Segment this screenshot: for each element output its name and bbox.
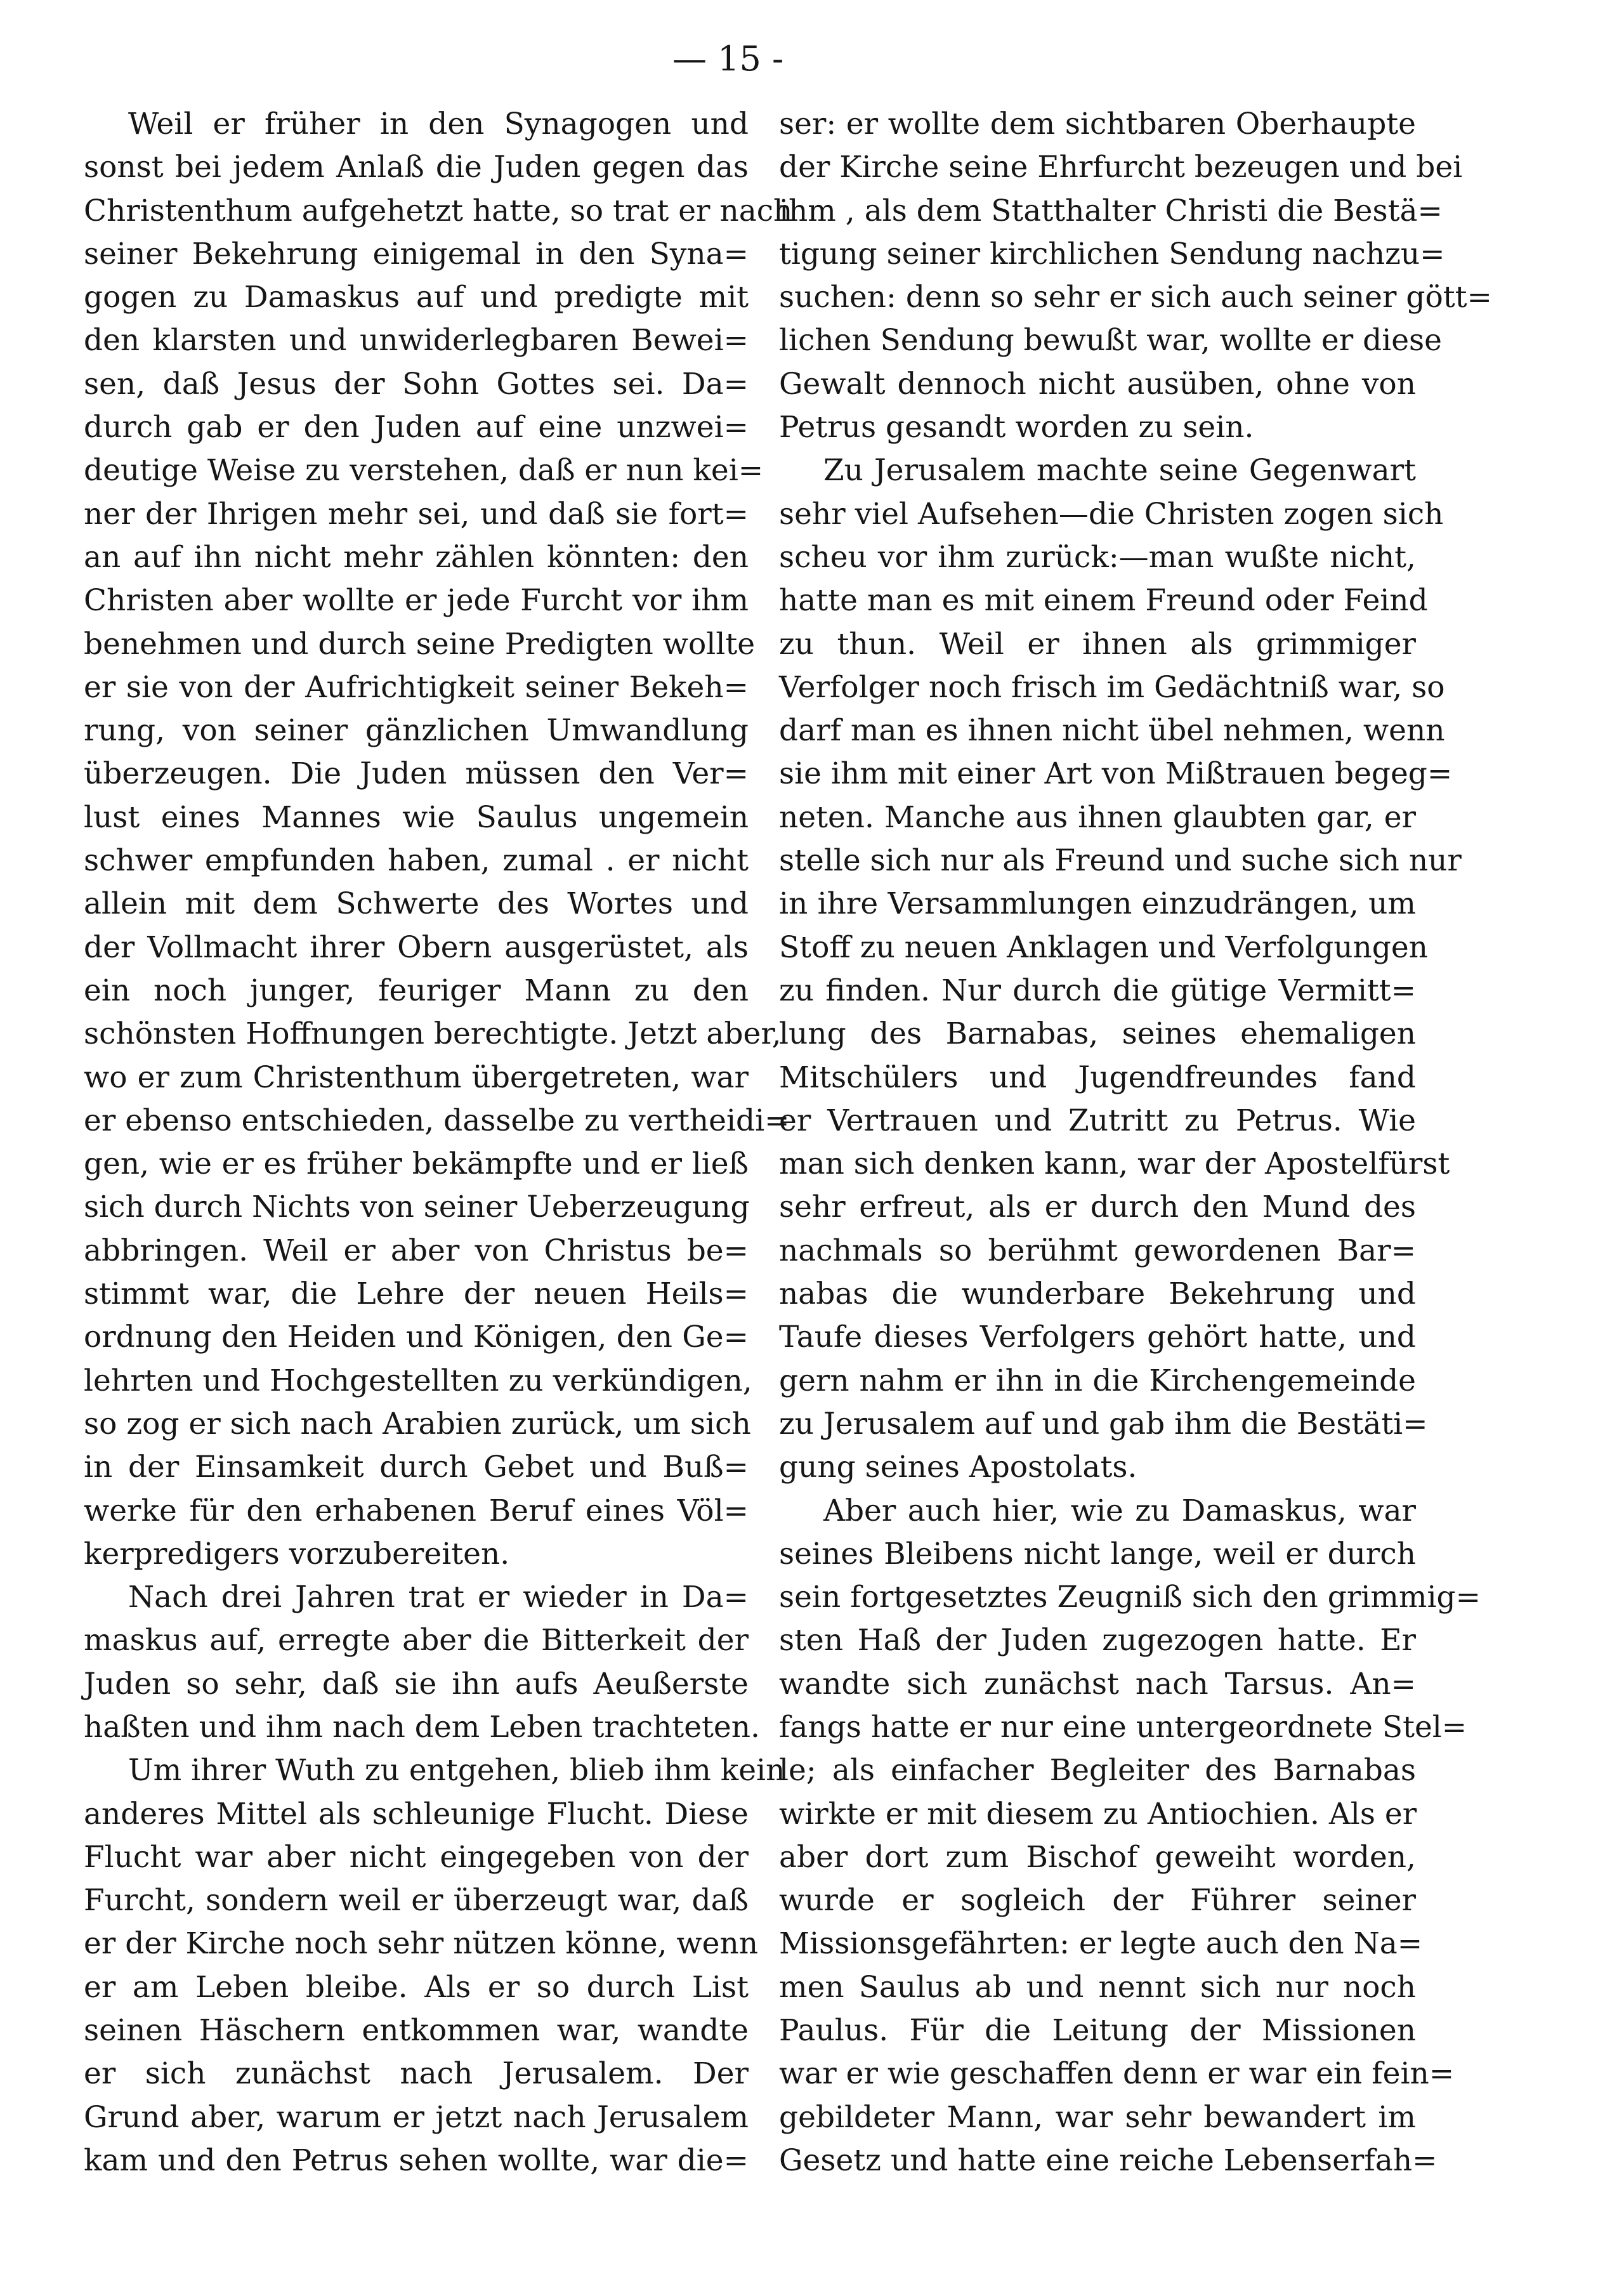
text-line: schwer empfunden haben, zumal . er nicht: [84, 843, 749, 879]
text-line: nachmals so berühmt gewordenen Bar=: [779, 1233, 1416, 1268]
text-line: kerpredigers vorzubereiten.: [84, 1536, 510, 1571]
text-column-right: [779, 103, 1492, 2182]
text-line: wo er zum Christenthum übergetreten, war: [84, 1059, 749, 1095]
text-line: hatte man es mit einem Freund oder Feind: [779, 583, 1428, 619]
text-line: zu thun. Weil er ihnen als grimmiger: [779, 626, 1416, 662]
text-line: fangs hatte er nur eine untergeordnete Stel=: [779, 1709, 1467, 1745]
text-line: an auf ihn nicht mehr zählen könnten: den: [84, 539, 749, 575]
text-line: abbringen. Weil er aber von Christus be=: [84, 1233, 749, 1268]
page-number: — 15 -: [672, 39, 784, 79]
text-line: er der Kirche noch sehr nützen könne, wenn: [84, 1926, 759, 1962]
text-line: sehr erfreut, als er durch den Mund des: [779, 1190, 1416, 1225]
text-line: ser: er wollte dem sichtbaren Oberhaupte: [779, 107, 1416, 141]
text-line: sten Haß der Juden zugezogen hatte. Er: [779, 1623, 1416, 1658]
text-line: der Vollmacht ihrer Obern ausgerüstet, als: [84, 929, 749, 965]
text-line: stimmt war, die Lehre der neuen Heils=: [84, 1276, 749, 1312]
text-line: kam und den Petrus sehen wollte, war die=: [84, 2142, 749, 2178]
text-line: anderes Mittel als schleunige Flucht. Diese: [84, 1796, 749, 1832]
text-line: ner der Ihrigen mehr sei, und daß sie fort=: [84, 496, 749, 532]
text-line: darf man es ihnen nicht übel nehmen, wenn: [779, 713, 1445, 749]
text-line: Zu Jerusalem machte seine Gegenwart: [823, 453, 1416, 489]
text-line: er am Leben bleibe. Als er so durch List: [84, 1969, 749, 2005]
text-line: benehmen und durch seine Predigten wollte: [84, 626, 756, 662]
text-line: wirkte er mit diesem zu Antiochien. Als er: [779, 1796, 1417, 1832]
text-line: er sich zunächst nach Jerusalem. Der: [84, 2056, 749, 2092]
text-line: wurde er sogleich der Führer seiner: [779, 1883, 1416, 1919]
text-line: schönsten Hoffnungen berechtigte. Jetzt aber,: [84, 1016, 782, 1052]
text-line: Gesetz und hatte eine reiche Lebenserfah=: [779, 2142, 1438, 2178]
text-line: Stoff zu neuen Anklagen und Verfolgungen: [779, 929, 1428, 965]
text-line: der Kirche seine Ehrfurcht bezeugen und bei: [779, 150, 1463, 185]
text-line: durch gab er den Juden auf eine unzwei=: [84, 410, 749, 445]
text-line: er Vertrauen und Zutritt zu Petrus. Wie: [779, 1103, 1416, 1138]
text-line: sen, daß Jesus der Sohn Gottes sei. Da=: [84, 366, 749, 402]
text-line: in der Einsamkeit durch Gebet und Buß=: [84, 1450, 749, 1485]
text-line: Weil er früher in den Synagogen und: [128, 107, 749, 141]
text-line: sein fortgesetztes Zeugniß sich den grimmig=: [779, 1580, 1481, 1615]
text-line: Gewalt dennoch nicht ausüben, ohne von: [779, 366, 1416, 402]
text-line: maskus auf, erregte aber die Bitterkeit der: [84, 1623, 749, 1658]
text-line: scheu vor ihm zurück:—man wußte nicht,: [779, 539, 1416, 575]
text-line: Nach drei Jahren trat er wieder in Da=: [128, 1580, 749, 1615]
text-line: lichen Sendung bewußt war, wollte er diese: [779, 323, 1442, 358]
text-line: wandte sich zunächst nach Tarsus. An=: [779, 1666, 1416, 1702]
text-line: gern nahm er ihn in die Kirchengemeinde: [779, 1363, 1416, 1398]
text-line: gogen zu Damaskus auf und predigte mit: [84, 280, 749, 315]
text-line: tigung seiner kirchlichen Sendung nachzu=: [779, 236, 1445, 272]
text-line: gung seines Apostolats.: [779, 1450, 1137, 1485]
text-line: Taufe dieses Verfolgers gehört hatte, und: [779, 1320, 1416, 1355]
text-line: gen, wie er es früher bekämpfte und er ließ: [84, 1146, 749, 1182]
text-line: lust eines Mannes wie Saulus ungemein: [84, 799, 749, 835]
text-line: stelle sich nur als Freund und suche sich nur: [779, 843, 1462, 879]
text-line: ihm , als dem Statthalter Christi die Bestä=: [779, 193, 1443, 228]
text-line: deutige Weise zu verstehen, daß er nun kei=: [84, 453, 764, 489]
text-column-left: [84, 103, 793, 2182]
text-line: den klarsten und unwiderlegbaren Bewei=: [84, 323, 749, 358]
text-line: Mitschülers und Jugendfreundes fand: [779, 1059, 1416, 1095]
text-line: sehr viel Aufsehen—die Christen zogen sich: [779, 496, 1444, 532]
text-line: sonst bei jedem Anlaß die Juden gegen das: [84, 150, 749, 185]
text-line: sich durch Nichts von seiner Ueberzeugung: [84, 1190, 750, 1225]
text-line: in ihre Versammlungen einzudrängen, um: [779, 886, 1416, 922]
text-line: rung, von seiner gänzlichen Umwandlung: [84, 713, 749, 749]
text-line: nabas die wunderbare Bekehrung und: [779, 1276, 1416, 1312]
text-line: seines Bleibens nicht lange, weil er durch: [779, 1536, 1416, 1571]
text-line: Grund aber, warum er jetzt nach Jerusalem: [84, 2099, 749, 2135]
text-line: zu Jerusalem auf und gab ihm die Bestäti=: [779, 1406, 1428, 1441]
text-line: Um ihrer Wuth zu entgehen, blieb ihm kein: [128, 1753, 785, 1788]
text-line: lehrten und Hochgestellten zu verkündigen,: [84, 1363, 752, 1398]
text-line: lung des Barnabas, seines ehemaligen: [779, 1016, 1416, 1052]
text-line: le; als einfacher Begleiter des Barnabas: [779, 1753, 1416, 1788]
text-line: Christenthum aufgehetzt hatte, so trat er nach: [84, 193, 793, 228]
text-line: men Saulus ab und nennt sich nur noch: [779, 1969, 1416, 2005]
text-line: aber dort zum Bischof geweiht worden,: [779, 1839, 1416, 1875]
text-line: Flucht war aber nicht eingegeben von der: [84, 1839, 749, 1875]
text-line: Verfolger noch frisch im Gedächtniß war, so: [779, 669, 1445, 705]
text-line: so zog er sich nach Arabien zurück, um sich: [84, 1406, 751, 1441]
text-line: ordnung den Heiden und Königen, den Ge=: [84, 1320, 749, 1355]
text-line: werke für den erhabenen Beruf eines Völ=: [84, 1493, 749, 1528]
text-line: Paulus. Für die Leitung der Missionen: [779, 2013, 1416, 2049]
text-line: suchen: denn so sehr er sich auch seiner gött=: [779, 280, 1492, 315]
text-line: neten. Manche aus ihnen glaubten gar, er: [779, 799, 1416, 835]
text-line: er sie von der Aufrichtigkeit seiner Bekeh=: [84, 669, 749, 705]
text-line: überzeugen. Die Juden müssen den Ver=: [84, 756, 749, 792]
text-line: haßten und ihm nach dem Leben trachteten.: [84, 1709, 760, 1745]
text-line: seiner Bekehrung einigemal in den Syna=: [84, 236, 749, 272]
text-line: er ebenso entschieden, dasselbe zu vertheidi=: [84, 1103, 790, 1138]
text-line: gebildeter Mann, war sehr bewandert im: [779, 2099, 1416, 2135]
text-line: Furcht, sondern weil er überzeugt war, daß: [84, 1883, 749, 1919]
text-line: Petrus gesandt worden zu sein.: [779, 410, 1254, 445]
text-line: Juden so sehr, daß sie ihn aufs Aeußerste: [84, 1666, 749, 1702]
text-line: ein noch junger, feuriger Mann zu den: [84, 973, 749, 1008]
text-line: sie ihm mit einer Art von Mißtrauen begeg=: [779, 756, 1453, 792]
text-line: Aber auch hier, wie zu Damaskus, war: [823, 1493, 1416, 1528]
text-line: war er wie geschaffen denn er war ein fein=: [779, 2056, 1455, 2092]
text-line: zu finden. Nur durch die gütige Vermitt=: [779, 973, 1416, 1008]
text-line: man sich denken kann, war der Apostelfürst: [779, 1146, 1450, 1182]
text-line: Missionsgefährten: er legte auch den Na=: [779, 1926, 1423, 1962]
text-line: Christen aber wollte er jede Furcht vor ihm: [84, 583, 749, 619]
text-line: allein mit dem Schwerte des Wortes und: [84, 886, 749, 922]
text-line: seinen Häschern entkommen war, wandte: [84, 2013, 749, 2049]
